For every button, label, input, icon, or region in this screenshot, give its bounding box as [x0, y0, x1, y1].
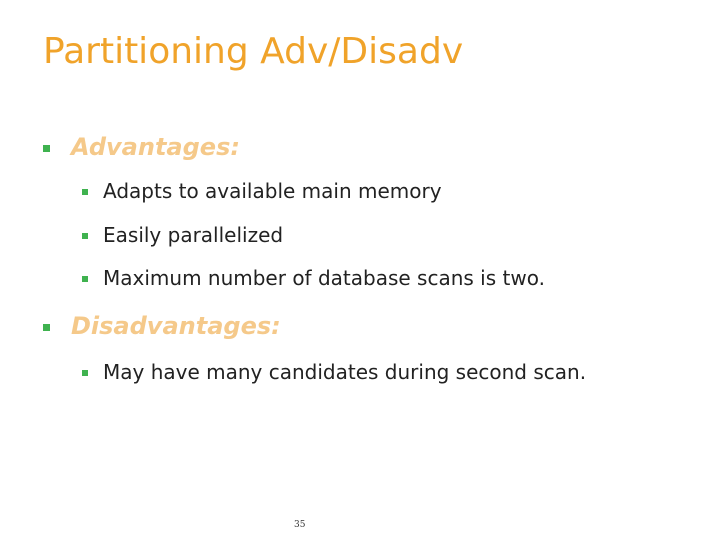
bullet-square-icon — [82, 276, 88, 282]
bullet-square-icon — [43, 145, 50, 152]
slide-title: Partitioning Adv/Disadv — [43, 31, 464, 72]
bullet-square-icon — [82, 189, 88, 195]
page-number: 35 — [294, 520, 306, 530]
bullet-square-icon — [82, 233, 88, 239]
section-heading-advantages: Advantages: — [71, 133, 240, 161]
bullet-square-icon — [43, 324, 50, 331]
list-item: Adapts to available main memory — [103, 179, 442, 203]
list-item: May have many candidates during second scan. — [103, 360, 587, 384]
list-item: Maximum number of database scans is two. — [103, 266, 545, 290]
bullet-square-icon — [82, 370, 88, 376]
section-heading-disadvantages: Disadvantages: — [71, 312, 281, 340]
list-item: Easily parallelized — [103, 223, 284, 247]
